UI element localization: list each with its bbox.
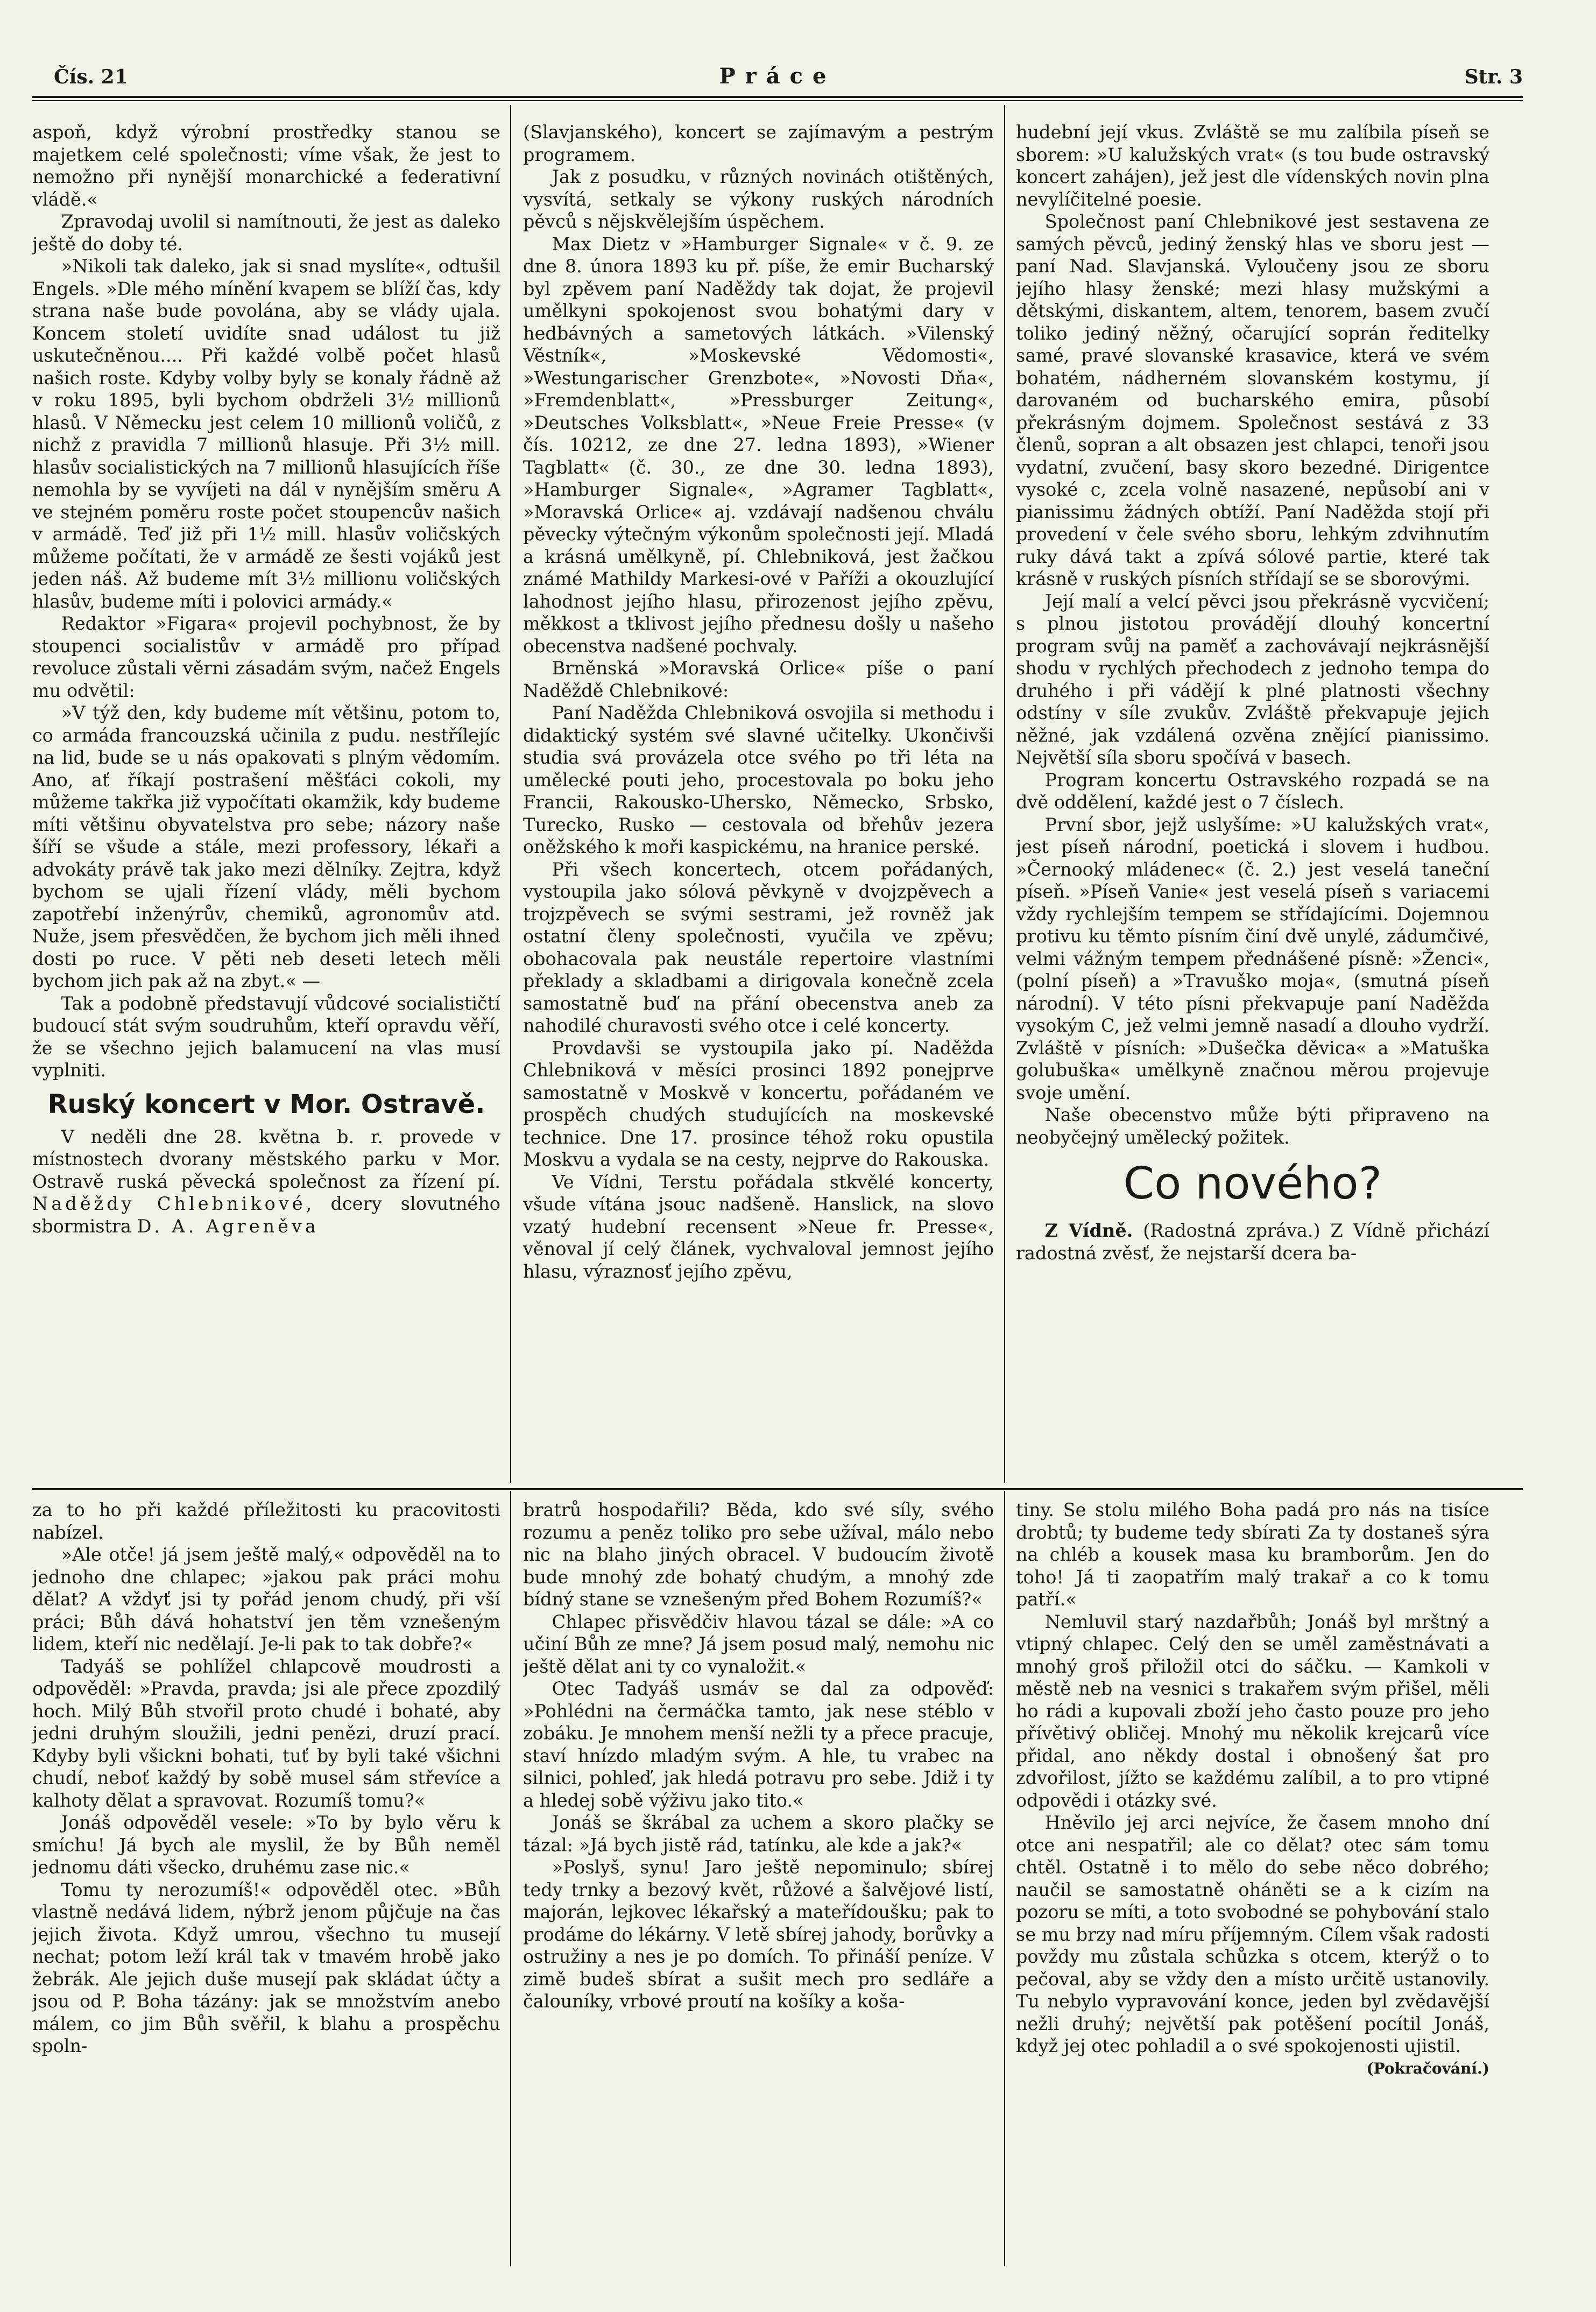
paragraph: [1016, 1811, 1489, 2057]
paragraph-text: Tadyáš se pohlížel chlapcově moudrosti a odpověděl: »Pravda, pravda; jsi ale přece zpozdilý hoch. Milý Bůh stvořil proto chudé i bohaté, aby jedni druhým sloužili, jedni penězi, druzí prací. Kdyby byli všickni bohati, tuť by byli také všichni chudí, neboť každý by sobě musel sám střevíce a kalhoty dělat a spravovat. Rozumíš tomu?«: [32, 1655, 500, 1811]
paragraph: [1016, 814, 1489, 1104]
paragraph-text: Tak a podobně představují vůdcové socialističtí budoucí stát svým soudruhům, kteří opravdu věří, že se všechno jejich balamucení na vlas musí vyplniti.: [32, 992, 500, 1081]
paragraph-text: »Poslyš, synu! Jaro ještě nepominulo; sbírej tedy trnky a bezový květ, růžové a šalvějové listí, majorán, lejkovec lékařský a mateřídoušku; pak to prodáme do lékárny. V letě sbírej jahody, borůvky a ostružiny a nes je po domích. To přináší peníze. V zimě budeš sbírat a sušit mech pro sedláře a čalouníky, vrbové proutí na košíky a koša-: [523, 1857, 994, 2012]
paragraph-text: »V týž den, kdy budeme mít většinu, potom to, co armáda francouzská učinila z pudu. nestřílejíc na lid, bude se u nás opakovati s plným vědomím. Ano, ať říkají postrašení měšťáci cokoli, my můžeme takřka již vypočítati okamžik, kdy budeme míti většinu obyvatelstva pro sebe; názory naše šíří se všude a stále, mezi professory, lékaři a advokáty právě tak jako mezi dělníky. Zejtra, když bychom se ujali řízení vlády, měli bychom zapotřebí inženýrův, chemiků, agronomův atd. Nuže, jsem přesvědčen, že bychom jich měli ihned dosti po ruce. V pěti neb deseti letech měli bychom jich pak až na zbyt.« —: [32, 702, 500, 991]
paragraph-text: Max Dietz v »Hamburger Signale« v č. 9. ze dne 8. února 1893 ku př. píše, že emir Bucharský byl zpěvem paní Naděždy tak dojat, že projevil umělkyni spokojenost svou bohatými dary v hedbávných a sametových látkách. »Vilenský Věstník«, »Moskevské Vědomosti«, »Westungarischer Grenzbote«, »Novosti Dňa«, »Fremdenblatt«, »Pressburger Zeitung«, »Deutsches Volksblatt«, »Neue Freie Presse« (v čís. 10212, ze dne 27. ledna 1893), »Wiener Tagblatt« (č. 30., ze dne 30. ledna 1893), »Hamburger Signale«, »Agramer Tagblatt«, »Moravská Orlice« aj. vzdávají nadšenou chválu pěvecky výtečným výkonům společnosti její. Mladá a krásná umělkyně, pí. Chlebniková, jest žačkou známé Mathildy Markesi-ové v Paříži a okouzlující lahodnost jejího hlasu, přirozenost jejího zpěvu, měkkost a tklivost jejího přednesu došly u našeho obecenstva nadšené pochvaly.: [523, 233, 994, 657]
paragraph-text: Paní Naděžda Chlebniková osvojila si methodu i didaktický systém své slavné učitelky. Ukončivši studia svá provázela otce svého po tři léta na umělecké pouti jeho, procestovala po boku jeho Francii, Rakousko-Uhersko, Německo, Srbsko, Turecko, Rusko — cestovala od břehův jezera oněžského k moři kaspickému, na hranice perské.: [523, 702, 994, 857]
paragraph: [32, 210, 500, 255]
paragraph: [523, 1171, 994, 1283]
section-divider: [32, 1488, 1523, 1490]
paragraph: [32, 1543, 500, 1655]
paragraph: [32, 1879, 500, 2057]
column-divider-bottom-1: [510, 1491, 511, 2266]
paragraph-text: První sbor, jejž uslyšíme: »U kalužských vrat«, jest píseň národní, poetická i slovem i hudbou. »Černooký mládenec« (č. 2.) jest veselá taneční píseň. »Píseň Vaniе« jest veselá píseň s variacemi vždy rychlejším tempem se střídajícími. Dojemnou protivu ku těmto písním činí dvě unylé, zádumčivé, velmi vážným tempem přednášené písně: »Ženci«, (polní píseň) a »Travuško moja«, (smutná píseň národní). V této písni překvapuje paní Naděžda vysokým C, jež velmi jemně nasadí a dlouho vydrží. Zvláště v písních: »Dušečka děvica« a »Matuška golubuška« umělkyně značnou měrou projevuje svoje umění.: [1016, 814, 1489, 1103]
bottom-column-2: [523, 1499, 994, 2263]
page-number: Str. 3: [1464, 66, 1523, 88]
paragraph-text: Hněvilo jej arci nejvíce, že časem mnoho dní otce ani nespatřil; ale co dělat? otec sám tomu chtěl. Ostatně i to mělo do sebe něco dobrého; naučil se samostatně oháněti se a k cizím na pozoru se míti, a toto svobodné se pohybování stalo se mu brzy nad míru příjemným. Cílem však radosti povždy mu zůstala schůzka s otcem, kterýž o to pečoval, aby se vždy den a místo určitě ustanovily. Tu nebylo vypravování konce, jeden byl zvědavější nežli druhý; největší pak potěšení pocítil Jonáš, když jej otec pohladil a o své spokojenosti ujistil.: [1016, 1812, 1489, 2056]
paragraph-text: Naše obecenstvo může býti připraveno na neobyčejný umělecký požitek.: [1016, 1104, 1489, 1148]
paragraph-text: Brněnská »Moravská Orlice« píše o paní Naděždě Chlebnikové:: [523, 658, 994, 701]
header-rule: [32, 96, 1523, 98]
paragraph: [1016, 1611, 1489, 1812]
paragraph-text: Její malí a velcí pěvci jsou překrásně vycvičení; s plnou jistotou provádějí dlouhý koncertní program svůj na paměť a zachovávají nejkrásnější shodu v rychlých přechodech z jednoho tempa do druhého i při vádějí k plné platnosti všechny odstíny v síle zvukův. Zvláště překvapuje jejich něžné, jak vzdálená ozvěna znějící pianissimo. Největší síla sboru spočívá v basech.: [1016, 590, 1489, 768]
paragraph-text: »Nikoli tak daleko, jak si snad myslíte«, odtušil Engels. »Dle mého mínění kvapem se blíží čas, kdy strana naše bude povolána, aby se vlády ujala. Koncem století uvidíte snad událost tu již uskutečněnou.... Při každé volbě počet hlasů našich roste. Kdyby volby byly se konaly řádně až v roku 1895, byli bychom obdrželi 3½ millionů hlasů. V Německu jest celem 10 millionů voličů, z nichž z pravidla 7 millionů hlasuje. Při 3½ mill. hlasův socialistických na 7 millionů hlasujících říše nemohla by se vyvíjeti na dál v nynějším směru A ve stejném poměru roste počet stoupencův našich v armádě. Teď již při 1½ mill. hlasův voličských můžeme počítati, že v armádě ze šesti vojáků jest jeden náš. Až budeme mít 3½ millionu voličských hlasův, budeme míti i polovici armády.«: [32, 256, 500, 612]
paragraph-text: Jonáš odpověděl vesele: »To by bylo věru k smíchu! Já bych ale myslil, že by Bůh neměl jednomu dáti všecko, druhému zase nic.«: [32, 1812, 500, 1878]
paragraph-text: Jonáš se škrábal za uchem a skoro plačky se tázal: »Já bych jistě rád, tatínku, ale kde a jak?«: [523, 1812, 994, 1856]
header-rule-thin: [32, 100, 1523, 101]
paragraph: [1016, 590, 1489, 769]
bottom-column-1: [32, 1499, 500, 2263]
top-column-2: [523, 121, 994, 1483]
paragraph: [523, 1856, 994, 2013]
paragraph-text: V neděli dne 28. května b. r. provede v místnostech dvorany městského parku v Mor. Ostravě ruská pěvecká společnost za řízení pí.: [32, 1126, 500, 1192]
paragraph-text: tiny. Se stolu milého Boha padá pro nás na tisíce drobtů; ty budeme tedy sbírati Za ty dostaneš sýra na chléb a kousek masa ku bramborům. Jen do toho! Já ti zaopatřím malý trakař a co k tomu patří.«: [1016, 1499, 1489, 1610]
issue-number: Čís. 21: [54, 66, 128, 88]
top-column-3: [1016, 121, 1489, 1483]
paragraph: [523, 657, 994, 702]
paragraph: [1016, 769, 1489, 814]
paragraph-text: Otec Tadyáš usmáv se dal za odpověď: »Pohlédni na čermáčka tamto, jak nese stéblo v zobáku. Je mnohem menší nežli ty a přece pracuje, staví hnízdo mladým svým. A hle, tu vrabec na silnici, pohleď, jak hledá potravu pro sebe. Jdiž i ty a hledej sobě výživu jako tito.«: [523, 1678, 994, 1811]
paragraph: [32, 121, 500, 210]
paragraph-text: (Radostná zpráva.) Z Vídně přichází radostná zvěsť, že nejstarší dcera ba-: [1016, 1220, 1489, 1264]
column-divider-top-1: [510, 105, 511, 1483]
paragraph-text: aspoň, když výrobní prostředky stanou se majetkem celé společnosti; víme však, že jest to nemožno při nynější monarchické a federativní vládě.«: [32, 122, 500, 210]
paragraph-text: hudební její vkus. Zvláště se mu zalíbila píseň se sborem: »U kalužských vrat« (s tou bude ostravský koncert zahájen), jež jest dle vídenských novin plna nevylíčitelné poesie.: [1016, 122, 1489, 210]
spaced-name: D. A. Agreněva: [137, 1215, 319, 1237]
paragraph: [523, 233, 994, 658]
continuation-note: (Pokračování.): [1366, 2059, 1489, 2077]
paragraph: [523, 702, 994, 858]
dateline: Z Vídně.: [1044, 1220, 1133, 1241]
paragraph-text: Program koncertu Ostravského rozpadá se na dvě oddělení, každé jest o 7 číslech.: [1016, 769, 1489, 813]
paragraph: [523, 1811, 994, 1856]
paragraph: [32, 612, 500, 702]
paragraph-text: Zpravodaj uvolil si namítnouti, že jest as daleko ještě do doby té.: [32, 211, 500, 255]
top-column-1: [32, 121, 500, 1483]
paragraph: [32, 255, 500, 612]
paragraph: [1016, 121, 1489, 210]
article-heading: Ruský koncert v Mor. Ostravě.: [47, 1089, 485, 1119]
paragraph-text: »Ale otče! já jsem ještě malý,« odpověděl na to jednoho dne chlapec; »jakou pak práci mohu dělat? A vždyť jsi ty pořád jenom chudý, při vší práci; Bůh dává hohatství jen těm vznešeným lidem, kteří nic nedělají. Je-li pak to tak dobře?«: [32, 1544, 500, 1654]
paragraph: [1016, 1104, 1489, 1148]
section-heading: Co nového?: [1123, 1158, 1382, 1209]
paragraph-text: Jak z posudku, v různých novinách otištěných, vysvítá, setkaly se výkony ruských národních pěvců s nějskvělejším úspěchem.: [523, 166, 994, 232]
bottom-column-3: [1016, 1499, 1489, 2263]
paragraph-text: Tomu ty nerozumíš!« odpověděl otec. »Bůh vlastně nedává lidem, nýbrž jenom půjčuje na čas jejich života. Když umrou, všechno tu musejí nechat; potom leží král tak v tmavém hrobě jako žebrák. Ale jejich duše musejí pak skládat účty a jsou od P. Boha tázány: jak se množstvím anebo málem, co jim Bůh svěřil, k blahu a prospěchu spoln-: [32, 1879, 500, 2056]
paragraph: [523, 1677, 994, 1811]
paragraph-text: Chlapec přisvědčiv hlavou tázal se dále: »A co učiní Bůh ze mne? Já jsem posud malý, nemohu nic ještě dělat ani ty co vynaložit.«: [523, 1611, 994, 1677]
column-divider-bottom-2: [1004, 1491, 1005, 2266]
spaced-name: Naděždy Chlebnikové: [32, 1193, 306, 1214]
paragraph-text: Redaktor »Figara« projevil pochybnost, že by stoupenci socialistův v armádě pro případ revoluce zůstali věrni zásadám svým, načež Engels mu odvětil:: [32, 613, 500, 701]
paragraph: [1016, 1220, 1489, 1264]
paragraph: [523, 1037, 994, 1171]
paragraph: [32, 1655, 500, 1812]
paragraph-text: bratrů hospodařili? Běda, kdo své síly, svého rozumu a peněz toliko pro sebe užíval, málo nebo nic na blaho jiných obracel. V budoucím životě bude mnohý zde bohatý chudým, a mnohý zde bídný stane se vznešeným před Bohem Rozumíš?«: [523, 1499, 994, 1610]
paragraph: [32, 702, 500, 992]
paragraph-text: (Slavjanského), koncert se zajímavým a pestrým programem.: [523, 122, 994, 165]
paragraph-text: za to ho při každé příležitosti ku pracovitosti nabízel.: [32, 1499, 500, 1543]
paragraph: [523, 121, 994, 166]
page-header: [32, 60, 1523, 98]
paragraph: [32, 992, 500, 1082]
paragraph: [523, 858, 994, 1037]
paragraph: [523, 1611, 994, 1678]
paragraph: [32, 1126, 500, 1238]
paragraph: [523, 166, 994, 233]
paragraph-text: Nemluvil starý nazdařbůh; Jonáš byl mrštný a vtipný chlapec. Celý den se uměl zaměstnávati a mnohý groš přiložil otci do sáčku. — Kamkoli v městě neb na vesnici s trakařem svým přišel, měli ho rádi a kupovali zboží jeho často pouze pro jeho přívětivý obličej. Mnohý mu několik krejcarů více přidal, ano někdy dostal i obnošený šat pro zdvořilost, jížto se každému zalíbil, a to pro vtipné odpovědi i otázky své.: [1016, 1611, 1489, 1811]
paragraph: [1016, 1499, 1489, 1611]
paragraph: [523, 1499, 994, 1611]
paragraph-text: , dcery slovutného sbormistra: [32, 1193, 500, 1237]
paragraph: [32, 1499, 500, 1543]
paragraph-text: Provdavši se vystoupila jako pí. Naděžda Chlebniková v měsíci prosinci 1892 ponejprve samostatně v Moskvě v koncertu, pořádaném ve prospěch chudých studujících na moskevské technice. Dne 17. prosince téhož roku opustila Moskvu a vydala se na cesty, nejprve do Rakouska.: [523, 1037, 994, 1170]
paragraph-text: Společnost paní Chlebnikové jest sestavena ze samých pěvců, jediný ženský hlas ve sboru jest — paní Nad. Slavjanská. Vyloučeny jsou ze sboru jejího hlasy ženské; mezi hlasy mužskými a dětskými, diskantem, altem, tenorem, basem zvučí toliko jediný něžný, očarující soprán ředitelky samé, pravé slovanské krasavice, která ve svém bohatém, nádherném slovanském kostymu, jí darovaném od bucharského emira, působí překrásným dojmem. Společnost sestává z 33 členů, sopran a alt obsazen jest chlapci, tenoři jsou vydatní, zvučení, basy skoro bezedné. Dirigentce vysoké c, zcela volně nasazené, nepůsobí ani v pianissimu žádných obtíží. Paní Naděžda stojí při provedení v čele svého sboru, lehkým zdvihnutím ruky dává takt a zpívá sólové partie, které tak krásně v ruských písních střídají se se sborovými.: [1016, 211, 1489, 589]
paragraph-text: Ve Vídni, Terstu pořádala stkvělé koncerty, všude vítána jsouc nadšeně. Hanslick, na slovo vzatý hudební recensent »Neue fr. Presse«, věnoval jí celý článek, vychvaloval jemnost jejího hlasu, výraznosť jejího zpěvu,: [523, 1171, 994, 1282]
paragraph-text: Při všech koncertech, otcem pořádaných, vystoupila jako sólová pěvkyně v dvojzpěvech a trojzpěvech se svými sestrami, jež rovněž jak ostatní členy společnosti, vyučila ve zpěvu; obohacovala pak neustále repertoire vlastními překlady a skladbami a dirigovala konečně zcela samostatně buď na přání obecenstva aneb za nahodilé churavosti svého otce i celé koncerty.: [523, 858, 994, 1036]
column-divider-top-2: [1004, 105, 1005, 1483]
paragraph: [1016, 210, 1489, 590]
paragraph: [32, 1811, 500, 1879]
newspaper-title: Práce: [719, 64, 836, 89]
